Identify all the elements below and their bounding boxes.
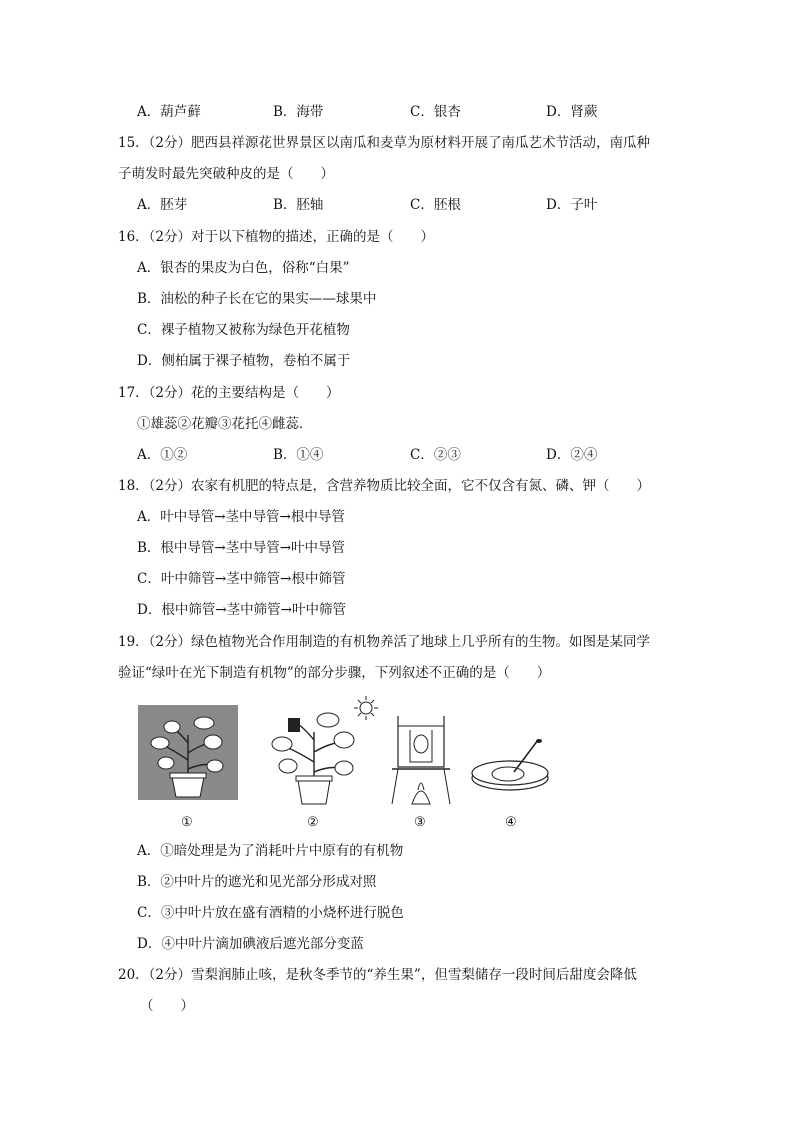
q17-option-d: D．②④ xyxy=(546,447,598,463)
q19-option-d: D．④中叶片滴加碘液后遮光部分变蓝 xyxy=(137,936,364,952)
water-bath-decolorization-figure xyxy=(390,712,452,807)
q15-option-b: B．胚轴 xyxy=(273,197,324,213)
q17-option-b: B．①④ xyxy=(273,447,324,463)
q16-option-b: B．油松的种子长在它的果实——球果中 xyxy=(137,291,377,307)
q15-option-a: A．胚芽 xyxy=(137,197,188,213)
figure-label-1: ① xyxy=(181,815,193,830)
q18-option-d: D．根中筛管→茎中筛管→叶中筛管 xyxy=(137,602,346,618)
q15-stem-line1: 15．（2分）肥西县祥源花世界景区以南瓜和麦草为原材料开展了南瓜艺术节活动，南瓜种 xyxy=(118,135,651,151)
q16-stem: 16．（2分）对于以下植物的描述，正确的是（ ） xyxy=(118,229,435,245)
q14-option-a: A．葫芦藓 xyxy=(137,104,201,120)
q19-option-b: B．②中叶片的遮光和见光部分形成对照 xyxy=(137,874,377,890)
q14-option-d: D．肾蕨 xyxy=(546,104,598,120)
figure-label-4: ④ xyxy=(505,815,517,830)
q16-option-c: C．裸子植物又被称为绿色开花植物 xyxy=(137,322,350,338)
figure-label-3: ③ xyxy=(414,815,426,830)
q19-option-c: C．③中叶片放在盛有酒精的小烧杯进行脱色 xyxy=(137,905,404,921)
q19-stem-line1: 19．（2分）绿色植物光合作用制造的有机物养活了地球上几乎所有的生物。如图是某同学 xyxy=(118,634,651,650)
q16-option-a: A．银杏的果皮为白色，俗称“白果” xyxy=(137,260,350,276)
q14-option-c: C．银杏 xyxy=(410,104,461,120)
plant-dark-treatment-figure xyxy=(138,705,238,800)
q17-items: ①雄蕊②花瓣③花托④雌蕊． xyxy=(137,416,313,432)
q15-stem-line2: 子萌发时最先突破种皮的是（ ） xyxy=(118,166,334,182)
plant-partial-shading-figure xyxy=(258,692,380,807)
q16-option-d: D．侧柏属于裸子植物，卷柏不属于 xyxy=(137,353,351,369)
q17-option-a: A．①② xyxy=(137,447,188,463)
q19-stem-line2: 验证“绿叶在光下制造有机物”的部分步骤，下列叙述不正确的是（ ） xyxy=(118,665,551,681)
q15-option-d: D．子叶 xyxy=(546,197,598,213)
q20-stem-line1: 20．（2分）雪梨润肺止咳，是秋冬季节的“养生果”，但雪梨储存一段时间后甜度会降低 xyxy=(118,967,637,983)
figure-label-2: ② xyxy=(307,815,319,830)
q18-stem: 18．（2分）农家有机肥的特点是，含营养物质比较全面，它不仅含有氮、磷、钾（ ） xyxy=(118,478,651,494)
q15-option-c: C．胚根 xyxy=(410,197,461,213)
iodine-test-dish-figure xyxy=(468,738,562,800)
q19-option-a: A．①暗处理是为了消耗叶片中原有的有机物 xyxy=(137,843,404,859)
q17-option-c: C．②③ xyxy=(410,447,461,463)
q18-option-c: C．叶中筛管→茎中筛管→根中筛管 xyxy=(137,571,346,587)
q20-stem-line2: （ ） xyxy=(140,998,194,1014)
q14-option-b: B．海带 xyxy=(273,104,324,120)
q17-stem: 17．（2分）花的主要结构是（ ） xyxy=(118,385,340,401)
q18-option-b: B．根中导管→茎中导管→叶中导管 xyxy=(137,540,346,556)
q18-option-a: A．叶中导管→茎中导管→根中导管 xyxy=(137,509,345,525)
